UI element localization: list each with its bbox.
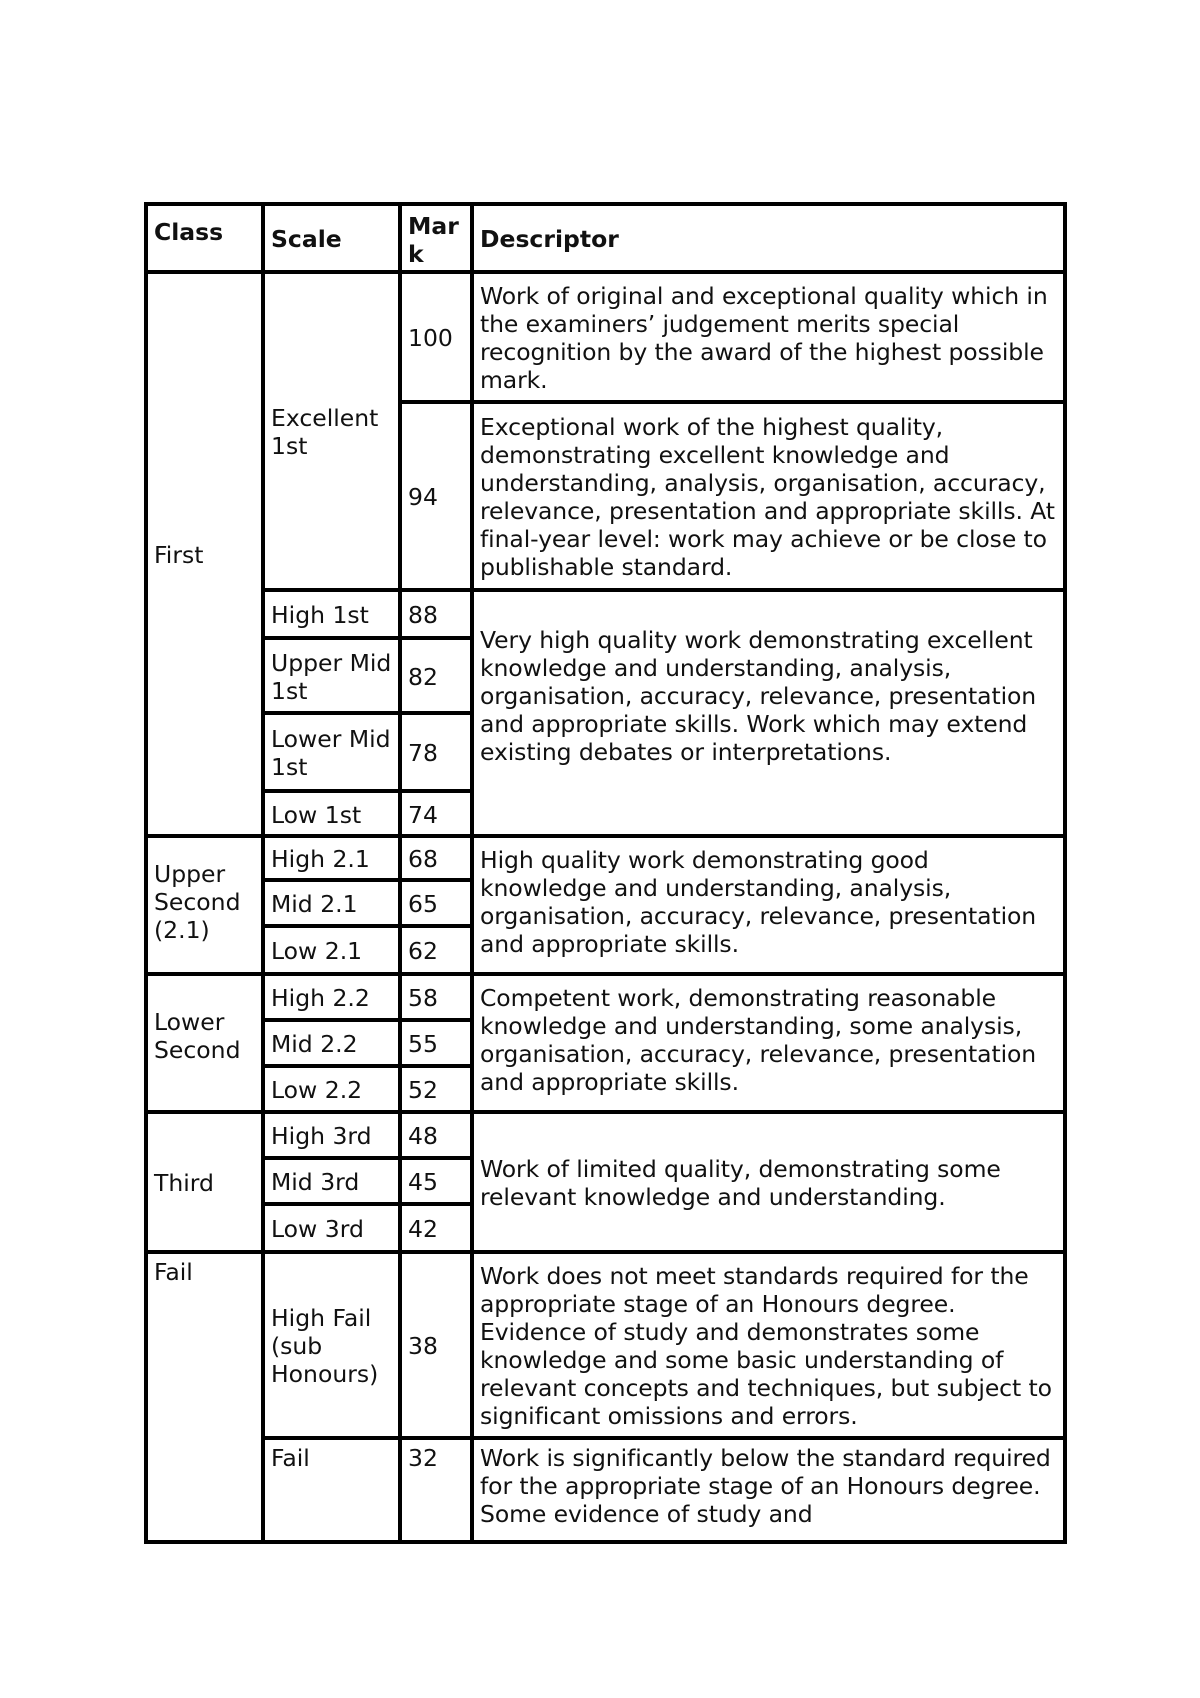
header-mark-line2: k bbox=[408, 240, 424, 268]
header-scale: Scale bbox=[263, 204, 400, 272]
descriptor-94: Exceptional work of the highest quality, demonstrating excellent knowledge and understanding, analysis, organisation, accuracy, relevance, presentation and appropriate skills. At final-year level: work may achieve or be close to publishable standard. bbox=[472, 402, 1065, 590]
scale-excellent-1st: Excellent 1st bbox=[263, 272, 400, 590]
mark-38: 38 bbox=[400, 1252, 472, 1438]
class-upper-second: Upper Second (2.1) bbox=[146, 836, 263, 974]
grading-table-page bbox=[144, 202, 1067, 1544]
table-header-row bbox=[146, 204, 1065, 272]
scale-low-2-1: Low 2.1 bbox=[263, 926, 400, 974]
descriptor-fail: Work is significantly below the standard required for the appropriate stage of an Honours degree. Some evidence of study and bbox=[472, 1438, 1065, 1542]
mark-52: 52 bbox=[400, 1066, 472, 1112]
scale-fail: Fail bbox=[263, 1438, 400, 1542]
mark-48: 48 bbox=[400, 1112, 472, 1158]
table-row bbox=[146, 1252, 1065, 1438]
mark-78: 78 bbox=[400, 713, 472, 791]
table-row bbox=[146, 974, 1065, 1020]
scale-high-2-1: High 2.1 bbox=[263, 836, 400, 880]
mark-65: 65 bbox=[400, 880, 472, 926]
grading-scale-table bbox=[144, 202, 1067, 1544]
scale-high-3rd: High 3rd bbox=[263, 1112, 400, 1158]
descriptor-100: Work of original and exceptional quality which in the examiners’ judgement merits special recognition by the award of the highest possible mark. bbox=[472, 272, 1065, 402]
table-row bbox=[146, 1112, 1065, 1158]
scale-high-2-2: High 2.2 bbox=[263, 974, 400, 1020]
mark-58: 58 bbox=[400, 974, 472, 1020]
class-third: Third bbox=[146, 1112, 263, 1252]
scale-lower-mid-1st: Lower Mid 1st bbox=[263, 713, 400, 791]
mark-55: 55 bbox=[400, 1020, 472, 1066]
scale-low-3rd: Low 3rd bbox=[263, 1204, 400, 1252]
mark-94: 94 bbox=[400, 402, 472, 590]
scale-low-2-2: Low 2.2 bbox=[263, 1066, 400, 1112]
header-mark bbox=[400, 204, 472, 272]
header-descriptor: Descriptor bbox=[472, 204, 1065, 272]
descriptor-third: Work of limited quality, demonstrating some relevant knowledge and understanding. bbox=[472, 1112, 1065, 1252]
table-row bbox=[146, 836, 1065, 880]
mark-68: 68 bbox=[400, 836, 472, 880]
scale-mid-2-1: Mid 2.1 bbox=[263, 880, 400, 926]
class-fail: Fail bbox=[146, 1252, 263, 1542]
mark-32: 32 bbox=[400, 1438, 472, 1542]
class-first: First bbox=[146, 272, 263, 836]
descriptor-upper-second: High quality work demonstrating good knowledge and understanding, analysis, organisation, accuracy, relevance, presentation and appropriate skills. bbox=[472, 836, 1065, 974]
descriptor-lower-second: Competent work, demonstrating reasonable knowledge and understanding, some analysis, organisation, accuracy, relevance, presentation and appropriate skills. bbox=[472, 974, 1065, 1112]
header-class: Class bbox=[146, 204, 263, 272]
scale-low-1st: Low 1st bbox=[263, 791, 400, 836]
descriptor-high-fail: Work does not meet standards required for the appropriate stage of an Honours degree. Evidence of study and demonstrates some knowledge and some basic understanding of relevant concepts and techniques, but subject to significant omissions and errors. bbox=[472, 1252, 1065, 1438]
scale-mid-2-2: Mid 2.2 bbox=[263, 1020, 400, 1066]
table-row bbox=[146, 1438, 1065, 1542]
scale-mid-3rd: Mid 3rd bbox=[263, 1158, 400, 1204]
mark-42: 42 bbox=[400, 1204, 472, 1252]
class-lower-second: Lower Second bbox=[146, 974, 263, 1112]
table-row bbox=[146, 590, 1065, 638]
scale-upper-mid-1st: Upper Mid 1st bbox=[263, 638, 400, 713]
table-row bbox=[146, 272, 1065, 402]
mark-62: 62 bbox=[400, 926, 472, 974]
mark-100: 100 bbox=[400, 272, 472, 402]
mark-82: 82 bbox=[400, 638, 472, 713]
mark-88: 88 bbox=[400, 590, 472, 638]
descriptor-first-group: Very high quality work demonstrating excellent knowledge and understanding, analysis, organisation, accuracy, relevance, presentation and appropriate skills. Work which may extend existing debates or interpretations. bbox=[472, 590, 1065, 836]
scale-high-fail: High Fail (sub Honours) bbox=[263, 1252, 400, 1438]
header-mark-line1: Mar bbox=[408, 212, 459, 240]
scale-high-1st: High 1st bbox=[263, 590, 400, 638]
mark-45: 45 bbox=[400, 1158, 472, 1204]
mark-74: 74 bbox=[400, 791, 472, 836]
